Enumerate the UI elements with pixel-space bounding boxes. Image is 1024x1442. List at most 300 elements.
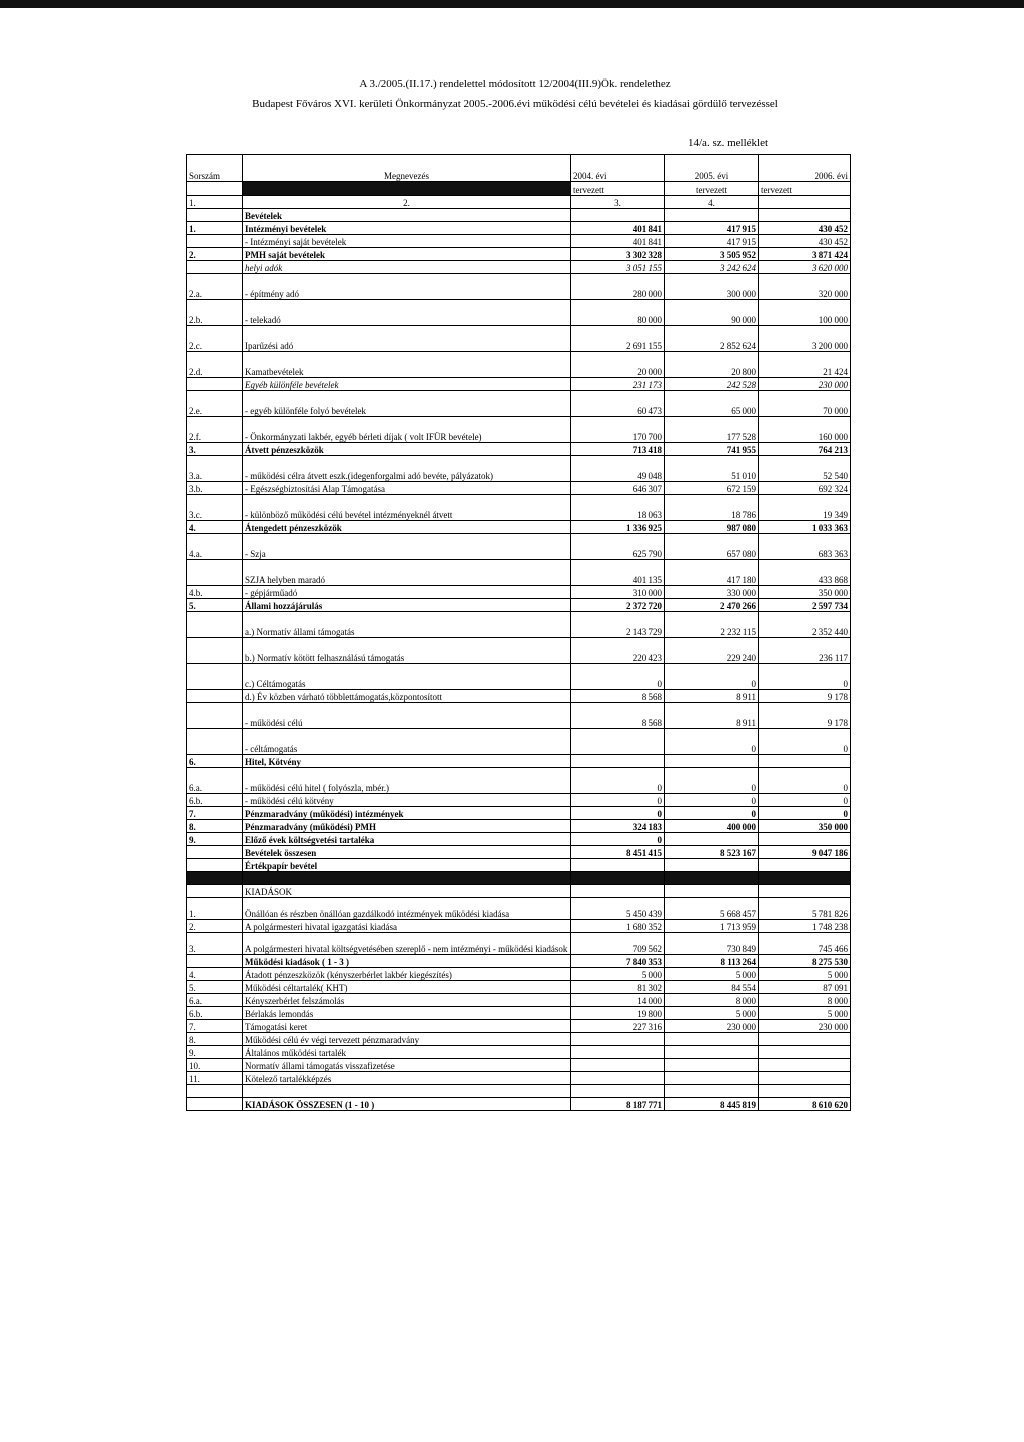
value-2004: 227 316: [571, 1020, 665, 1033]
value-2006: 0: [759, 729, 851, 755]
value-2004: [571, 1072, 665, 1085]
colnum-1: 1.: [187, 196, 243, 209]
value-2005: 330 000: [665, 586, 759, 599]
value-2006: 0: [759, 807, 851, 820]
value-2005: 18 786: [665, 495, 759, 521]
value-2004: 625 790: [571, 534, 665, 560]
value-2005: 300 000: [665, 274, 759, 300]
value-2004: [571, 885, 665, 898]
value-2006: 8 610 620: [759, 1098, 851, 1111]
value-2005: 417 915: [665, 235, 759, 248]
value-2004: [571, 1033, 665, 1046]
value-2005: 730 849: [665, 933, 759, 955]
row-label: Átengedett pénzeszközök: [243, 521, 571, 534]
colnum-4: 4.: [665, 196, 759, 209]
value-2004: [571, 1046, 665, 1059]
value-2005: 5 000: [665, 1007, 759, 1020]
value-2006: 683 363: [759, 534, 851, 560]
value-2005: 672 159: [665, 482, 759, 495]
col-2005: 2005. évi: [665, 155, 759, 182]
value-2006: [759, 1085, 851, 1098]
row-index: [187, 235, 243, 248]
row-index: [187, 378, 243, 391]
table-row: [187, 794, 851, 807]
document-title: Budapest Főváros XVI. kerületi Önkormányzat 2005.-2006.évi működési célú bevételei és kiadásai gördülő tervezéssel: [252, 98, 778, 110]
value-2004: 8 451 415: [571, 846, 665, 859]
value-2004: 3 302 328: [571, 248, 665, 261]
value-2006: 350 000: [759, 820, 851, 833]
row-label: KIADÁSOK ÖSSZESEN (1 - 10 ): [243, 1098, 571, 1111]
row-index: 2.: [187, 248, 243, 261]
row-index: [187, 690, 243, 703]
value-2005: [665, 859, 759, 872]
row-index: [187, 638, 243, 664]
table-row: [187, 638, 851, 664]
value-2005: [665, 1085, 759, 1098]
row-index: 9.: [187, 833, 243, 846]
table-row: [187, 560, 851, 586]
table-row: [187, 994, 851, 1007]
table-row: [187, 820, 851, 833]
row-label: Átadott pénzeszközök (kényszerbérlet lakbér kiegészítés): [243, 968, 571, 981]
row-index: [187, 955, 243, 968]
value-2005: 3 242 624: [665, 261, 759, 274]
row-index: 5.: [187, 981, 243, 994]
row-label: - működési célú hitel ( folyószla, mbér.): [243, 768, 571, 794]
row-index: 7.: [187, 1020, 243, 1033]
row-index: 6.b.: [187, 1007, 243, 1020]
value-2004: 7 840 353: [571, 955, 665, 968]
value-2006: 100 000: [759, 300, 851, 326]
value-2005: 0: [665, 664, 759, 690]
value-2004: 5 000: [571, 968, 665, 981]
table-row: [187, 599, 851, 612]
table-row: [187, 755, 851, 768]
row-label: Általános működési tartalék: [243, 1046, 571, 1059]
value-2004: 401 841: [571, 222, 665, 235]
table-row: [187, 534, 851, 560]
table-row: [187, 326, 851, 352]
value-2006: 19 349: [759, 495, 851, 521]
row-index: 1.: [187, 898, 243, 920]
table-row: [187, 209, 851, 222]
row-label: - különböző működési célú bevétel intézményeknél átvett: [243, 495, 571, 521]
table-row: [187, 235, 851, 248]
value-2004: [571, 729, 665, 755]
row-label: PMH saját bevételek: [243, 248, 571, 261]
value-2004: 81 302: [571, 981, 665, 994]
row-index: 10.: [187, 1059, 243, 1072]
value-2004: 20 000: [571, 352, 665, 378]
row-index: 2.a.: [187, 274, 243, 300]
value-2005: 51 010: [665, 456, 759, 482]
row-index: [187, 859, 243, 872]
table-row: [187, 1098, 851, 1111]
value-2005: 2 232 115: [665, 612, 759, 638]
row-index: 6.a.: [187, 768, 243, 794]
row-label: A polgármesteri hivatal igazgatási kiadása: [243, 920, 571, 933]
table-row: [187, 807, 851, 820]
value-2004: 0: [571, 794, 665, 807]
row-index: [187, 1098, 243, 1111]
row-index: 1.: [187, 222, 243, 235]
row-index: [187, 612, 243, 638]
value-2005: 8 523 167: [665, 846, 759, 859]
row-index: 9.: [187, 1046, 243, 1059]
col-2006: 2006. évi: [759, 155, 851, 182]
value-2004: 646 307: [571, 482, 665, 495]
value-2006: 230 000: [759, 378, 851, 391]
row-label: KIADÁSOK: [243, 885, 571, 898]
row-label: - Szja: [243, 534, 571, 560]
row-index: 3.c.: [187, 495, 243, 521]
value-2006: 3 200 000: [759, 326, 851, 352]
value-2006: [759, 1046, 851, 1059]
value-2004: 401 135: [571, 560, 665, 586]
table-row: [187, 456, 851, 482]
row-index: 4.b.: [187, 586, 243, 599]
row-label: - telekadó: [243, 300, 571, 326]
row-index: 3.b.: [187, 482, 243, 495]
value-2004: [571, 1059, 665, 1072]
row-label: Önállóan és részben önállóan gazdálkodó intézmények működési kiadása: [243, 898, 571, 920]
value-2005: 417 180: [665, 560, 759, 586]
value-2004: 170 700: [571, 417, 665, 443]
table-row: [187, 586, 851, 599]
value-2005: [665, 1059, 759, 1072]
value-2005: 3 505 952: [665, 248, 759, 261]
row-label: Normatív állami támogatás visszafizetése: [243, 1059, 571, 1072]
table-row: [187, 417, 851, 443]
value-2005: 0: [665, 794, 759, 807]
value-2005: 741 955: [665, 443, 759, 456]
row-index: 2.b.: [187, 300, 243, 326]
value-2005: [665, 1046, 759, 1059]
value-2006: 3 620 000: [759, 261, 851, 274]
row-label: Támogatási keret: [243, 1020, 571, 1033]
row-label: - építmény adó: [243, 274, 571, 300]
value-2006: 2 597 734: [759, 599, 851, 612]
col-2004: 2004. évi: [571, 155, 665, 182]
row-index: 6.a.: [187, 994, 243, 1007]
table-row: [187, 1085, 851, 1098]
value-2005: 0: [665, 807, 759, 820]
value-2005: 400 000: [665, 820, 759, 833]
row-label: - egyéb különféle folyó bevételek: [243, 391, 571, 417]
value-2005: 65 000: [665, 391, 759, 417]
row-label: Bérlakás lemondás: [243, 1007, 571, 1020]
value-2006: 5 781 826: [759, 898, 851, 920]
value-2005: 90 000: [665, 300, 759, 326]
row-index: 4.: [187, 968, 243, 981]
row-index: 3.a.: [187, 456, 243, 482]
row-index: [187, 560, 243, 586]
value-2005: 229 240: [665, 638, 759, 664]
value-2004: 2 143 729: [571, 612, 665, 638]
row-index: [187, 885, 243, 898]
value-2005: 84 554: [665, 981, 759, 994]
table-row: [187, 846, 851, 859]
row-label: Működési céltartalék( KHT): [243, 981, 571, 994]
value-2005: 8 911: [665, 690, 759, 703]
value-2004: 60 473: [571, 391, 665, 417]
row-label: Egyéb különféle bevételek: [243, 378, 571, 391]
value-2006: 5 000: [759, 968, 851, 981]
value-2006: [759, 1059, 851, 1072]
table-row: [187, 690, 851, 703]
value-2006: 3 871 424: [759, 248, 851, 261]
table-row: [187, 920, 851, 933]
value-2005: 0: [665, 768, 759, 794]
row-label: Értékpapír bevétel: [243, 859, 571, 872]
value-2006: 8 275 530: [759, 955, 851, 968]
row-index: [187, 261, 243, 274]
value-2004: 19 800: [571, 1007, 665, 1020]
table-row: [187, 274, 851, 300]
value-2005: [665, 1072, 759, 1085]
table-row: [187, 968, 851, 981]
value-2006: 1 748 238: [759, 920, 851, 933]
header-bar: [243, 182, 571, 196]
value-2004: 2 691 155: [571, 326, 665, 352]
row-index: [187, 703, 243, 729]
value-2006: 21 424: [759, 352, 851, 378]
table-row: [187, 248, 851, 261]
value-2005: 2 852 624: [665, 326, 759, 352]
table-row: [187, 482, 851, 495]
row-label: SZJA helyben maradó: [243, 560, 571, 586]
value-2004: 231 173: [571, 378, 665, 391]
value-2006: 692 324: [759, 482, 851, 495]
value-2005: 242 528: [665, 378, 759, 391]
row-label: c.) Céltámogatás: [243, 664, 571, 690]
row-label: Kamatbevételek: [243, 352, 571, 378]
value-2006: 1 033 363: [759, 521, 851, 534]
value-2004: 2 372 720: [571, 599, 665, 612]
value-2004: 709 562: [571, 933, 665, 955]
table-row: [187, 1072, 851, 1085]
value-2006: 52 540: [759, 456, 851, 482]
value-2005: 8 911: [665, 703, 759, 729]
value-2006: 764 213: [759, 443, 851, 456]
table-row: [187, 612, 851, 638]
value-2004: 18 063: [571, 495, 665, 521]
value-2006: 70 000: [759, 391, 851, 417]
row-index: [187, 729, 243, 755]
value-2005: 1 713 959: [665, 920, 759, 933]
value-2004: 49 048: [571, 456, 665, 482]
value-2006: [759, 833, 851, 846]
value-2004: 280 000: [571, 274, 665, 300]
value-2005: [665, 209, 759, 222]
table-row: [187, 1020, 851, 1033]
table-row: [187, 1046, 851, 1059]
row-index: 2.c.: [187, 326, 243, 352]
row-label: Iparűzési adó: [243, 326, 571, 352]
table-row: [187, 443, 851, 456]
value-2004: 0: [571, 807, 665, 820]
header-row: [187, 155, 851, 182]
row-label: - működési célú kötvény: [243, 794, 571, 807]
row-index: 6.: [187, 755, 243, 768]
row-label: A polgármesteri hivatal költségvetésében szereplő - nem intézményi - működési kiadások: [243, 933, 571, 955]
value-2005: 20 800: [665, 352, 759, 378]
table-row: [187, 1059, 851, 1072]
value-2006: 350 000: [759, 586, 851, 599]
budget-table: [186, 154, 851, 1111]
value-2005: 987 080: [665, 521, 759, 534]
value-2006: [759, 209, 851, 222]
value-2004: [571, 755, 665, 768]
row-label: Átvett pénzeszközök: [243, 443, 571, 456]
colnum-3: 3.: [571, 196, 665, 209]
table-row: [187, 521, 851, 534]
row-label: - működési célra átvett eszk.(idegenforgalmi adó bevéte, pályázatok): [243, 456, 571, 482]
income-section: [187, 209, 851, 872]
value-2004: 0: [571, 833, 665, 846]
row-index: 11.: [187, 1072, 243, 1085]
value-2006: 230 000: [759, 1020, 851, 1033]
row-label: [243, 1085, 571, 1098]
value-2005: 5 000: [665, 968, 759, 981]
value-2004: 1 336 925: [571, 521, 665, 534]
value-2004: 0: [571, 768, 665, 794]
table-row: [187, 378, 851, 391]
table-row: [187, 664, 851, 690]
value-2005: 8 445 819: [665, 1098, 759, 1111]
value-2006: 0: [759, 768, 851, 794]
value-2005: 177 528: [665, 417, 759, 443]
value-2004: [571, 859, 665, 872]
planned-2006: tervezett: [759, 182, 851, 196]
table-row: [187, 352, 851, 378]
expense-section: [187, 885, 851, 1111]
row-label: Előző évek költségvetési tartaléka: [243, 833, 571, 846]
value-2004: 3 051 155: [571, 261, 665, 274]
row-label: - gépjárműadó: [243, 586, 571, 599]
row-label: b.) Normatív kötött felhasználású támogatás: [243, 638, 571, 664]
planned-2005: tervezett: [665, 182, 759, 196]
row-index: 3.: [187, 443, 243, 456]
value-2004: 220 423: [571, 638, 665, 664]
value-2006: 9 178: [759, 703, 851, 729]
value-2006: 9 178: [759, 690, 851, 703]
row-label: Kötelező tartalékképzés: [243, 1072, 571, 1085]
row-index: 8.: [187, 1033, 243, 1046]
row-index: 3.: [187, 933, 243, 955]
value-2004: 14 000: [571, 994, 665, 1007]
table-row: [187, 261, 851, 274]
row-label: Intézményi bevételek: [243, 222, 571, 235]
row-index: 8.: [187, 820, 243, 833]
value-2004: [571, 209, 665, 222]
row-index: [187, 209, 243, 222]
value-2006: 320 000: [759, 274, 851, 300]
row-index: 4.: [187, 521, 243, 534]
row-index: 2.: [187, 920, 243, 933]
table-row: [187, 885, 851, 898]
column-number-row: [187, 196, 851, 209]
row-index: [187, 1085, 243, 1098]
value-2006: 9 047 186: [759, 846, 851, 859]
row-label: helyi adók: [243, 261, 571, 274]
value-2006: 5 000: [759, 1007, 851, 1020]
value-2004: 8 568: [571, 690, 665, 703]
row-index: [187, 664, 243, 690]
row-label: a.) Normatív állami támogatás: [243, 612, 571, 638]
row-label: Állami hozzájárulás: [243, 599, 571, 612]
value-2005: 5 668 457: [665, 898, 759, 920]
row-label: Kényszerbérlet felszámolás: [243, 994, 571, 1007]
table-row: [187, 222, 851, 235]
annex-label: 14/a. sz. melléklet: [688, 137, 769, 149]
value-2005: 0: [665, 729, 759, 755]
row-label: Működési célú év végi tervezett pénzmaradvány: [243, 1033, 571, 1046]
row-label: - céltámogatás: [243, 729, 571, 755]
value-2005: 230 000: [665, 1020, 759, 1033]
value-2006: 87 091: [759, 981, 851, 994]
table-row: [187, 703, 851, 729]
value-2004: 310 000: [571, 586, 665, 599]
table-row: [187, 768, 851, 794]
decree-reference: A 3./2005.(II.17.) rendelettel módosított 12/2004(III.9)Ök. rendelethez: [359, 78, 671, 90]
row-label: Pénzmaradvány (működési) PMH: [243, 820, 571, 833]
row-index: 4.a.: [187, 534, 243, 560]
table-row: [187, 859, 851, 872]
planned-2004: tervezett: [571, 182, 665, 196]
row-label: d.) Év közben várható többlettámogatás,központosított: [243, 690, 571, 703]
table-row: [187, 898, 851, 920]
value-2004: [571, 1085, 665, 1098]
value-2006: 430 452: [759, 222, 851, 235]
table-row: [187, 729, 851, 755]
value-2005: [665, 833, 759, 846]
row-label: - Egészségbiztosítási Alap Támogatása: [243, 482, 571, 495]
section-separator: [187, 872, 851, 885]
value-2004: 1 680 352: [571, 920, 665, 933]
table-row: [187, 300, 851, 326]
row-index: 6.b.: [187, 794, 243, 807]
value-2004: 80 000: [571, 300, 665, 326]
value-2006: 2 352 440: [759, 612, 851, 638]
col-megnevezes: Megnevezés: [243, 155, 571, 182]
value-2006: 236 117: [759, 638, 851, 664]
row-label: Pénzmaradvány (működési) intézmények: [243, 807, 571, 820]
value-2004: 401 841: [571, 235, 665, 248]
value-2006: 430 452: [759, 235, 851, 248]
value-2004: 5 450 439: [571, 898, 665, 920]
row-label: Bevételek: [243, 209, 571, 222]
row-index: 2.e.: [187, 391, 243, 417]
value-2005: 2 470 266: [665, 599, 759, 612]
table-row: [187, 955, 851, 968]
value-2006: [759, 859, 851, 872]
value-2006: 160 000: [759, 417, 851, 443]
value-2006: 0: [759, 664, 851, 690]
value-2006: [759, 1033, 851, 1046]
value-2004: 713 418: [571, 443, 665, 456]
value-2005: [665, 1033, 759, 1046]
table-row: [187, 391, 851, 417]
value-2004: 0: [571, 664, 665, 690]
table-row: [187, 1007, 851, 1020]
value-2004: 8 187 771: [571, 1098, 665, 1111]
value-2005: 8 000: [665, 994, 759, 1007]
col-sorszam: Sorszám: [187, 155, 243, 182]
value-2005: [665, 885, 759, 898]
value-2006: 0: [759, 794, 851, 807]
row-label: Hitel, Kötvény: [243, 755, 571, 768]
